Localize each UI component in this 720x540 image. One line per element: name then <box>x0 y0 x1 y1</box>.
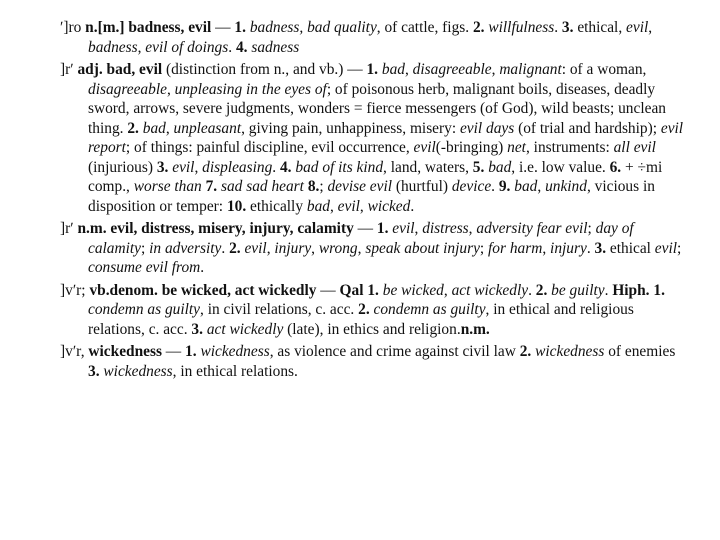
entry-text-segment: adj. bad, evil <box>77 61 163 78</box>
entry-text-segment: n.[m.] badness, evil <box>85 19 212 36</box>
entry-text-segment: ethically <box>246 197 307 215</box>
entry-text-segment: — <box>211 19 235 36</box>
entry-text-segment: , <box>329 197 338 215</box>
entry-text-segment: . <box>221 239 230 257</box>
entry-text-segment: ; of things: painful discipline, evil occurrence, <box>125 139 414 156</box>
entry-noun-masculine <box>60 219 690 278</box>
entry-text-segment: n.m. <box>460 320 490 338</box>
entry-text-segment: bad <box>488 158 512 176</box>
entry-text-segment: ʹ]ro <box>60 19 86 36</box>
entry-text-segment: for harm <box>488 239 543 257</box>
entry-text-segment: distress <box>422 220 469 237</box>
entry-noun-ro <box>60 18 690 57</box>
entry-text-segment: + ÷mi comp., <box>88 158 663 195</box>
entry-text-segment: 2. <box>535 281 548 299</box>
entry-text-segment: evil report <box>88 119 684 156</box>
entry-verb-denominative <box>60 281 690 340</box>
entry-text-segment: evil <box>337 197 360 215</box>
entry-text-segment: 1. <box>185 343 197 360</box>
entry-text-segment: , <box>137 38 146 56</box>
entry-text-segment: evil <box>654 239 677 257</box>
entry-text-segment: bad <box>142 119 166 137</box>
entry-text-segment: 1. <box>366 61 379 78</box>
entry-text-segment: sad sad heart <box>221 178 304 195</box>
entry-text-segment: bad <box>306 197 330 215</box>
entry-text-segment: , <box>266 239 275 257</box>
entry-text-segment: , in ethical and religious relations, c. acc. <box>88 301 634 338</box>
entry-text-segment: unpleasant <box>173 119 242 137</box>
entry-text-segment: — <box>161 343 186 360</box>
entry-text-segment: malignant <box>499 61 562 78</box>
entry-text-segment: of enemies <box>604 343 676 360</box>
entry-text-segment: 3. <box>594 239 607 257</box>
entry-text-segment: bad <box>514 178 538 195</box>
entry-text-segment: , <box>443 281 452 299</box>
entry-text-segment: be guilty <box>551 281 605 299</box>
entry-text-segment: unpleasing in the eyes of <box>174 80 327 98</box>
entry-text-segment: 2. <box>519 343 532 360</box>
entry-text-segment: Hiph. 1. <box>612 281 665 299</box>
entry-text-segment: condemn as guilty <box>373 301 486 318</box>
entry-text-segment: , vicious in disposition or temper: <box>88 178 655 215</box>
entry-text-segment: , <box>359 197 368 215</box>
entry-text-segment: wrong <box>318 239 358 257</box>
entry-text-segment: device <box>451 178 492 195</box>
entry-text-segment: disagreeable <box>88 80 167 98</box>
entry-text-segment: — <box>353 220 377 237</box>
entry-text-segment: (of trial and hardship); <box>514 119 661 137</box>
entry-text-segment: 2. <box>358 301 370 318</box>
entry-text-segment: , in civil relations, c. acc. <box>200 301 359 318</box>
entry-text-segment: 8. <box>307 178 320 195</box>
entry-text-segment: . <box>554 19 562 36</box>
entry-text-segment: 3. <box>156 158 169 176</box>
entry-text-segment: ; <box>677 239 682 257</box>
entry-text-segment: . <box>604 281 613 299</box>
entry-text-segment: wickedness <box>103 362 173 380</box>
entry-text-segment: badness, bad quality <box>249 19 377 36</box>
entry-text-segment: (injurious) <box>88 158 157 176</box>
entry-text-segment: 6. <box>609 158 622 176</box>
entry-text-segment: ethical <box>606 239 655 257</box>
entry-text-segment: injury <box>274 239 312 257</box>
entry-text-segment: ]rʹ <box>60 220 78 237</box>
entry-text-segment: (-bringing) <box>435 139 508 156</box>
entry-text-segment: 3. <box>561 19 574 36</box>
entry-text-segment: , <box>404 61 413 78</box>
entry-text-segment: , <box>468 220 477 237</box>
entry-text-segment: 3. <box>88 362 100 380</box>
entry-text-segment: wickedness <box>88 343 162 360</box>
entry-text-segment: wickedness <box>535 343 605 360</box>
entry-text-segment: (distinction from n., and vb.) — <box>162 61 367 78</box>
entry-text-segment: 4. <box>279 158 292 176</box>
entry-text-segment: ; <box>587 220 596 237</box>
entry-text-segment: , <box>194 158 203 176</box>
entry-text-segment: 1. <box>234 19 246 36</box>
entry-text-segment: , <box>414 220 423 237</box>
entry-text-segment: worse than <box>133 178 202 195</box>
entry-text-segment: , of cattle, figs. <box>376 19 473 36</box>
entry-text-segment: vb.denom. be wicked, act wickedly <box>89 281 317 299</box>
entry-text-segment: (late), in ethics and religion. <box>283 320 461 338</box>
entry-text-segment: , <box>165 119 174 137</box>
entry-text-segment: — <box>316 281 340 299</box>
entry-text-segment: unkind <box>545 178 587 195</box>
entry-text-segment: , in ethical relations. <box>172 362 298 380</box>
entry-text-segment: , <box>311 239 319 257</box>
entry-text-segment: ]vʹr, <box>60 343 89 360</box>
entry-text-segment: evil days <box>459 119 515 137</box>
entry-text-segment: adversity fear evil <box>476 220 588 237</box>
entry-text-segment: all evil <box>613 139 656 156</box>
entry-text-segment: 2. <box>472 19 485 36</box>
entry-text-segment: ethical, <box>573 19 627 36</box>
entry-text-segment: act wickedly <box>451 281 529 299</box>
entry-text-segment: 2. <box>229 239 241 257</box>
entry-text-segment: displeasing <box>202 158 273 176</box>
entry-text-segment: ; of poisonous herb, malignant boils, diseases, deadly sword, arrows, severe judgments, wonders = fierce messengers (of God), wild beasts; unclean thing. <box>88 80 666 137</box>
entry-text-segment: ; <box>479 239 489 257</box>
entry-text-segment: ]vʹr; <box>60 281 90 299</box>
entry-text-segment: . <box>410 197 415 215</box>
entry-text-segment: . <box>528 281 536 299</box>
entry-text-segment: Qal 1. <box>339 281 379 299</box>
entry-text-segment: be wicked <box>382 281 444 299</box>
entry-text-segment: , <box>166 80 175 98</box>
entry-text-segment: bad of its kind <box>295 158 384 176</box>
entry-text-segment: wickedness <box>200 343 270 360</box>
entry-text-segment: , giving pain, unhappiness, misery: <box>241 119 460 137</box>
entry-text-segment: 3. <box>191 320 203 338</box>
entry-text-segment: , <box>357 239 366 257</box>
entry-text-segment: bad <box>381 61 405 78</box>
entry-text-segment: 2. <box>127 119 139 137</box>
entry-text-segment: . <box>586 239 595 257</box>
entry-text-segment: , i.e. low value. <box>511 158 610 176</box>
entry-text-segment: willfulness <box>488 19 555 36</box>
entry-text-segment: evil <box>413 139 436 156</box>
entry-text-segment: . <box>228 38 236 56</box>
entry-text-segment: . <box>200 259 205 276</box>
entry-text-segment: disagreeable <box>412 61 492 78</box>
entry-text-segment: , land, waters, <box>383 158 473 176</box>
entry-text-segment: , instruments: <box>525 139 614 156</box>
entry-text-segment: evil <box>392 220 415 237</box>
entry-text-segment: ]rʹ <box>60 61 78 78</box>
entry-text-segment: , as violence and crime against civil law <box>269 343 520 360</box>
entry-text-segment: , <box>537 178 546 195</box>
entry-text-segment: 10. <box>226 197 247 215</box>
entry-text-segment: badness <box>88 38 138 56</box>
entry-text-segment: . <box>272 158 280 176</box>
entry-text-segment: sadness <box>251 38 300 56</box>
entry-text-segment: in adversity <box>149 239 222 257</box>
entry-wickedness <box>60 342 690 381</box>
entry-text-segment: ; <box>319 178 328 195</box>
entry-text-segment: condemn as guilty <box>88 301 200 318</box>
entry-text-segment: . <box>491 178 499 195</box>
entry-text-segment: day of calamity <box>88 220 634 257</box>
entry-text-segment: evil of doings <box>145 38 229 56</box>
dictionary-page <box>60 18 690 384</box>
entry-text-segment: 5. <box>472 158 485 176</box>
entry-text-segment: speak about injury <box>365 239 480 257</box>
entry-text-segment: 7. <box>205 178 218 195</box>
entry-text-segment: : of a woman, <box>561 61 647 78</box>
entry-text-segment: act wickedly <box>206 320 284 338</box>
entry-text-segment: 4. <box>235 38 248 56</box>
entry-text-segment: consume evil from <box>88 259 201 276</box>
entry-text-segment: injury <box>550 239 587 257</box>
entry-text-segment: ; <box>141 239 150 257</box>
entry-text-segment: wicked <box>367 197 411 215</box>
entry-text-segment: evil <box>244 239 267 257</box>
entry-text-segment: n.m. evil, distress, misery, injury, calamity <box>77 220 354 237</box>
entry-text-segment: net <box>507 139 526 156</box>
entry-text-segment: 1. <box>376 220 389 237</box>
entry-text-segment: , <box>542 239 551 257</box>
entry-text-segment: devise evil <box>327 178 393 195</box>
entry-adjective <box>60 60 690 216</box>
entry-text-segment: evil <box>172 158 195 176</box>
entry-text-segment: (hurtful) <box>392 178 452 195</box>
entry-text-segment: evil <box>626 19 649 36</box>
entry-text-segment: 9. <box>498 178 511 195</box>
entry-text-segment: , <box>648 19 653 36</box>
entry-text-segment: , <box>491 61 500 78</box>
